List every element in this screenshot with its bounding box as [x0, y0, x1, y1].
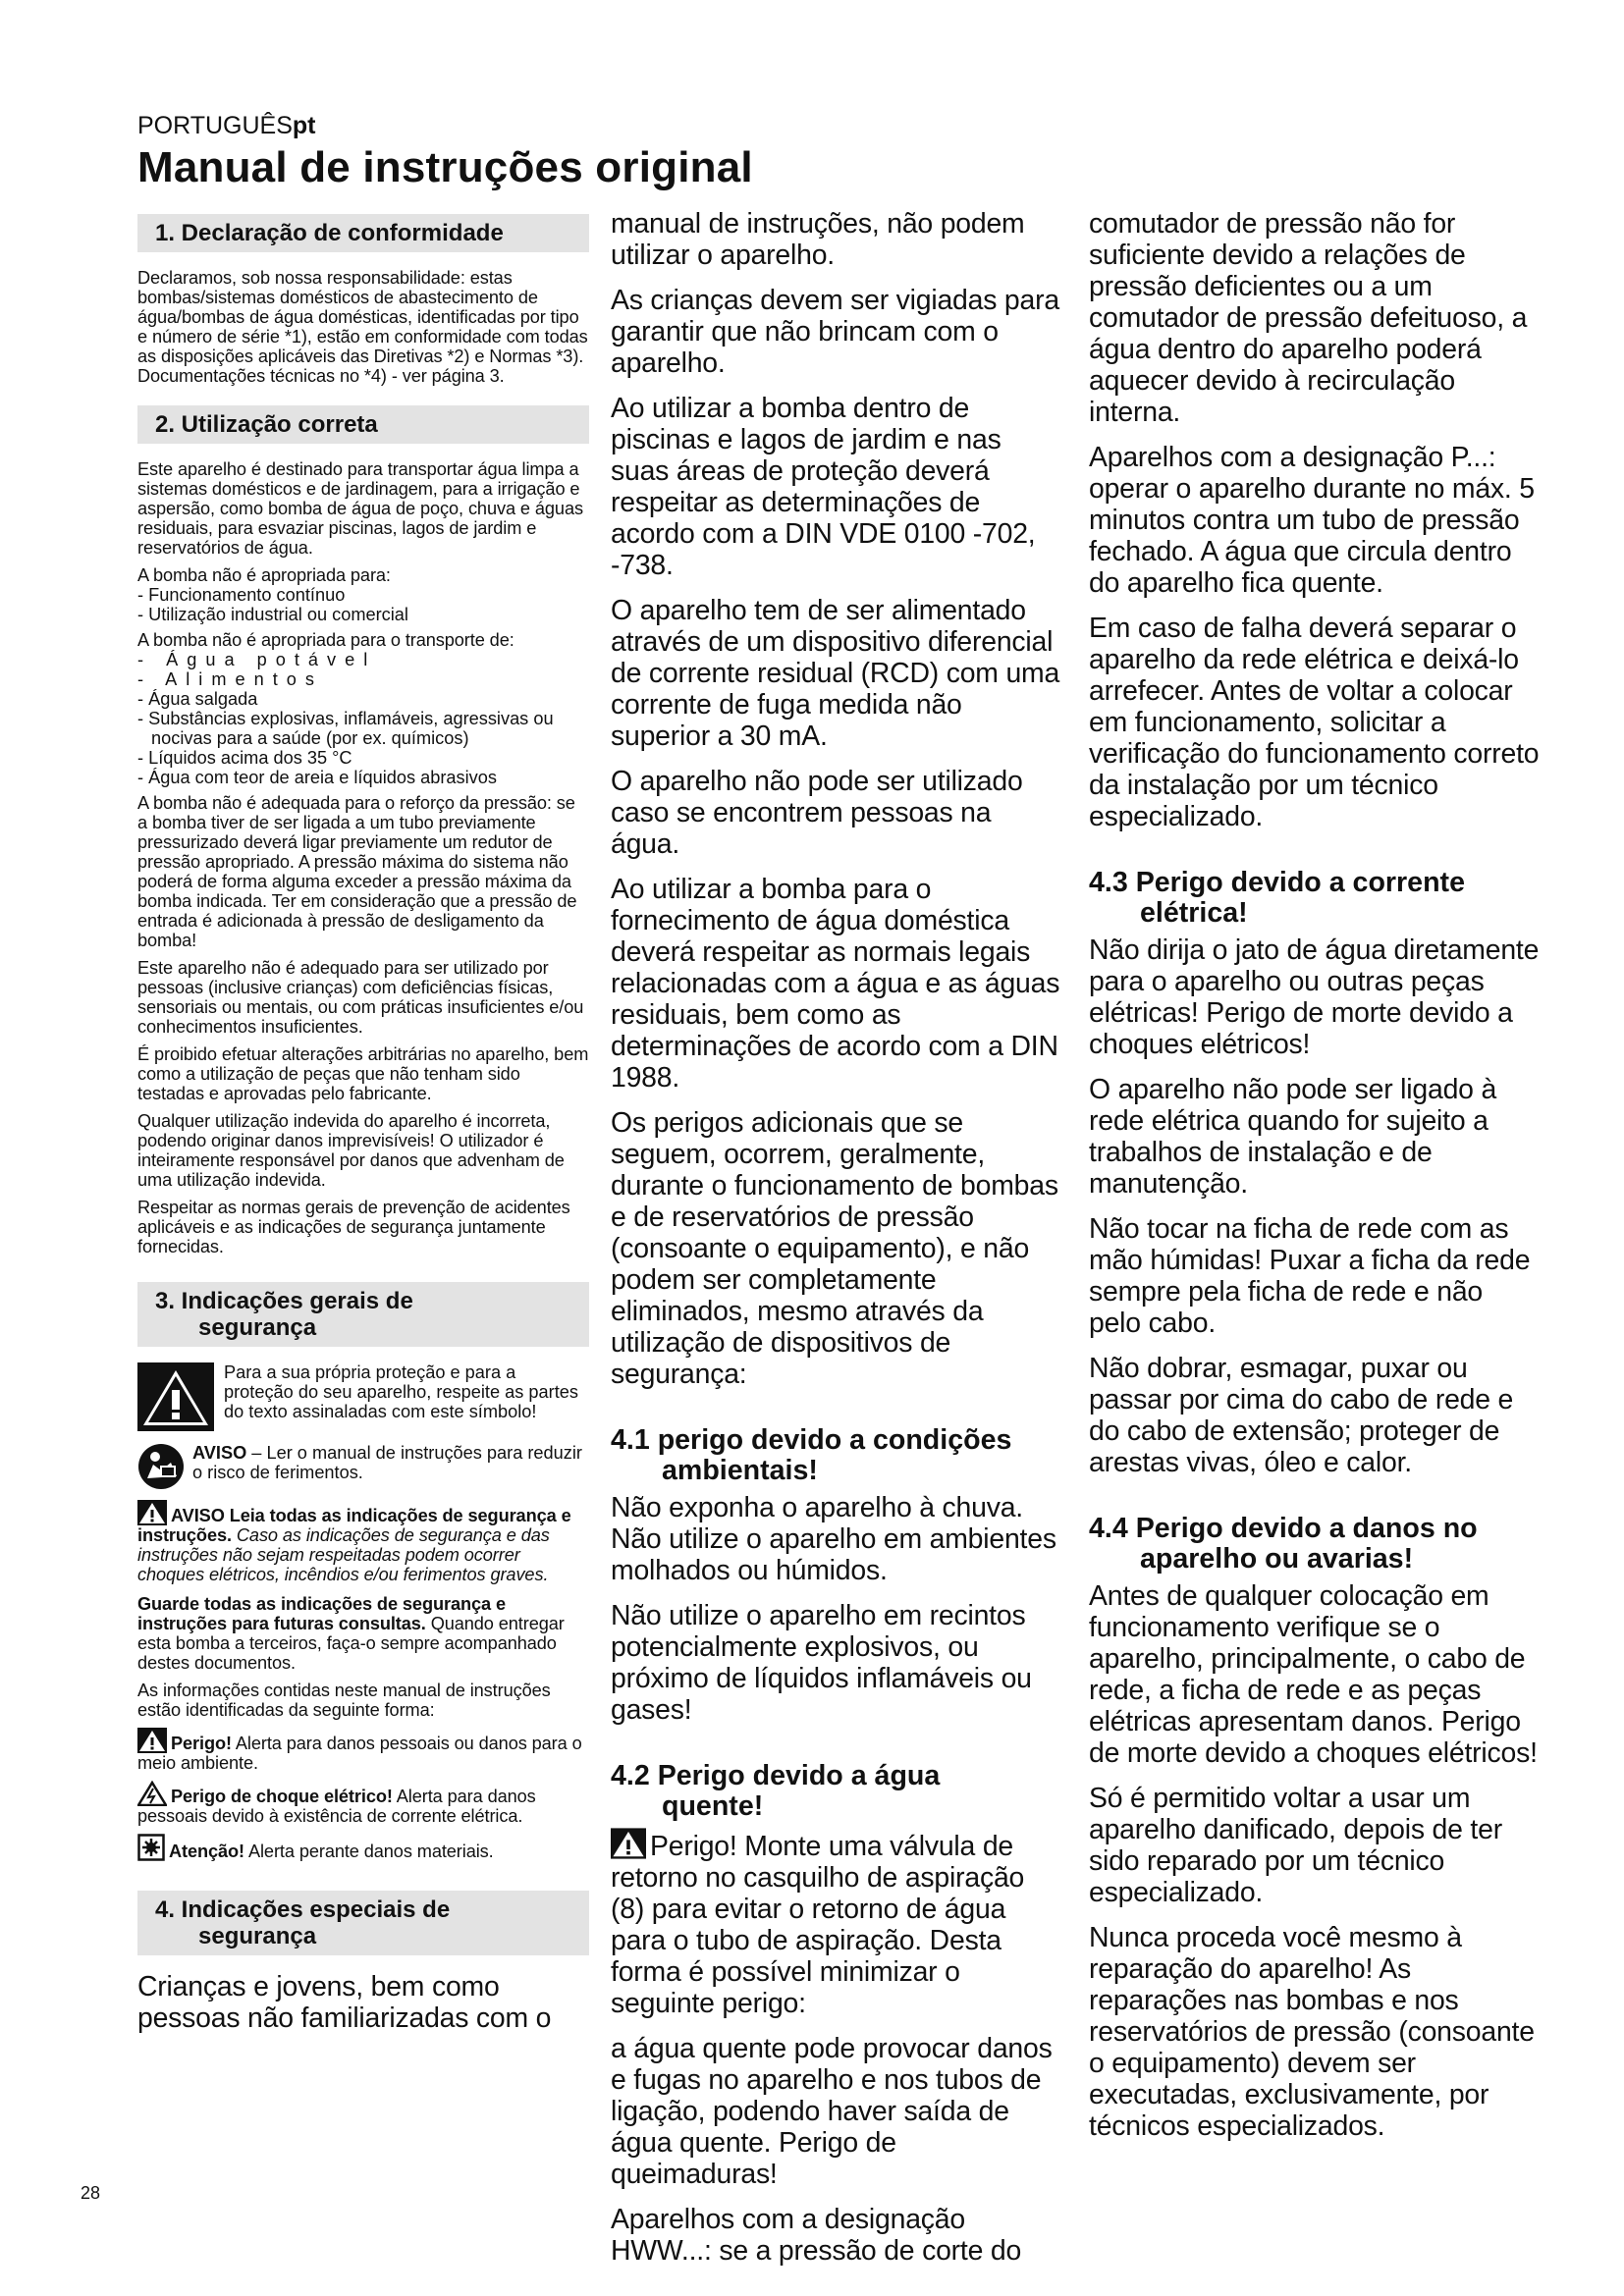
aviso-warning-bold: AVISO Leia todas as indicações de segurança e instruções. — [137, 1506, 571, 1545]
list-item: - Utilização industrial ou comercial — [137, 605, 408, 624]
paragraph: Aparelhos com a designação HWW...: se a pressão de corte do — [611, 2204, 1022, 2267]
material-damage-icon — [137, 1834, 165, 1861]
paragraph: O aparelho não pode ser ligado à rede elétrica quando for sujeito a trabalhos de instalação e de manutenção. — [1089, 1074, 1497, 1200]
read-manual-block — [137, 1443, 589, 1490]
misuse-text: Qualquer utilização indevida do aparelho é incorreta, podendo originar danos imprevisíveis! O utilizador é inteiramente responsável por danos que advenham de uma utilização indevida. — [137, 1111, 565, 1190]
paragraph: Os perigos adicionais que se seguem, ocorrem, geralmente, durante o funcionamento de bombas e de reservatórios de pressão (consoante o equipamento), e não podem ser completamente eliminados, mesmo através da utilização de dispositivos de segurança: — [611, 1107, 1058, 1390]
page-title: Manual de instruções original — [137, 143, 753, 191]
aviso-label: AVISO — [192, 1443, 247, 1463]
section-4-1-heading — [611, 1425, 1062, 1486]
paragraph: Não dirija o jato de água diretamente para o aparelho ou outras peças elétricas! Perigo de morte devido a choques elétricos! — [1089, 934, 1540, 1060]
intended-use-text: Este aparelho é destinado para transportar água limpa a sistemas domésticos e de jardinagem, para a irrigação e aspersão, como bomba de água de poço, chuva e águas residuais, para esvaziar piscinas, lagos de jardim e reservatórios de água. — [137, 459, 583, 558]
list-item: - Líquidos acima dos 35 °C — [137, 748, 352, 768]
paragraph: comutador de pressão não for suficiente devido a relações de pressão deficientes ou a um comutador de pressão defeituoso, a água dentro do aparelho poderá aquecer devido à recirculação interna. — [1089, 208, 1528, 428]
paragraph: Não dobrar, esmagar, puxar ou passar por cima do cabo de rede e do cabo de extensão; proteger de arestas vivas, óleo e calor. — [1089, 1353, 1514, 1478]
safety-symbol-block — [137, 1362, 589, 1431]
info-marking-text: As informações contidas neste manual de instruções estão identificadas da seguinte forma: — [137, 1681, 551, 1720]
modifications-text: É proibido efetuar alterações arbitrárias no aparelho, bem como a utilização de peças que não tenham sido testadas e aprovadas pelo fabricante. — [137, 1044, 589, 1103]
list-item: - Alimentos — [137, 669, 323, 689]
not-for-transport-label: A bomba não é apropriada para o transporte de: — [137, 630, 514, 650]
section-4-2-line1: 4.2 Perigo devido a água — [611, 1760, 941, 1791]
paragraph: As crianças devem ser vigiadas para garantir que não brincam com o aparelho. — [611, 285, 1059, 379]
section-4-1-line1: 4.1 perigo devido a condições — [611, 1424, 1012, 1456]
paragraph: Só é permitido voltar a usar um aparelho danificado, depois de ter sido reparado por um técnico especializado. — [1089, 1783, 1502, 1908]
section-4-2-heading — [611, 1761, 1062, 1822]
keep-instructions-text: Quando entregar esta bomba a terceiros, faça-o sempre acompanhado destes documentos. — [137, 1614, 565, 1673]
perigo-text: Alerta para danos pessoais ou danos para o meio ambiente. — [137, 1734, 582, 1773]
electric-shock-bold: Perigo de choque elétrico! — [171, 1787, 393, 1806]
not-for-transport-list — [137, 650, 589, 787]
list-item: - Substâncias explosivas, inflamáveis, agressivas ou nocivas para a saúde (por ex. químicos) — [137, 709, 554, 748]
attention-legend — [137, 1834, 589, 1861]
paragraph: Antes de qualquer colocação em funcionamento verifique se o aparelho, principalmente, o cabo de rede, a ficha de rede e as peças elétricas apresentam danos. Perigo de morte devido a choques elétricos! — [1089, 1580, 1538, 1769]
section-1-heading: 1. Declaração de conformidade — [137, 214, 589, 252]
electric-shock-legend — [137, 1781, 589, 1826]
read-manual-text — [192, 1443, 589, 1482]
section-4-4-heading — [1089, 1514, 1541, 1575]
aviso-warning-italic: Caso as indicações de segurança e das instruções não sejam respeitadas podem ocorrer choques elétricos, incêndios e/ou ferimentos graves. — [137, 1525, 550, 1584]
column-1 — [137, 214, 589, 2048]
electric-shock-icon — [137, 1781, 167, 1806]
section-4-2-line2: quente! — [662, 1790, 764, 1822]
section-4-3-line1: 4.3 Perigo devido a corrente — [1089, 867, 1465, 898]
electric-shock-text: Alerta para danos pessoais devido à existência de corrente elétrica. — [137, 1787, 536, 1826]
list-item: - Água com teor de areia e líquidos abrasivos — [137, 768, 497, 787]
perigo-bold: Perigo! — [171, 1734, 232, 1753]
persons-text: Este aparelho não é adequado para ser utilizado por pessoas (inclusive crianças) com deficiências físicas, sensoriais ou mentais, ou com práticas insuficientes e/ou conhecimentos insuficientes. — [137, 958, 584, 1037]
pressure-boost-text: A bomba não é adequada para o reforço da pressão: se a bomba tiver de ser ligada a um tubo previamente pressurizado deverá ligar previamente um redutor de pressão apropriado. A pressão máxima do sistema não poderá de forma alguma exceder a pressão máxima da bomba indicada. Ter em consideração que a pressão de entrada é adicionada à pressão de desligamento da bomba! — [137, 793, 577, 950]
danger-triangle-icon — [611, 1828, 646, 1859]
section-4-heading-line1: 4. Indicações especiais de — [155, 1896, 451, 1923]
list-item: - Água salgada — [137, 689, 258, 709]
warning-triangle-icon — [137, 1362, 214, 1431]
section-4-4-line2: aparelho ou avarias! — [1140, 1543, 1414, 1575]
page-number: 28 — [81, 2183, 101, 2203]
paragraph: Ao utilizar a bomba para o fornecimento de água doméstica deverá respeitar as normais legais relacionadas com a água e as águas residuais, bem como as determinações de acordo com a DIN 1988. — [611, 874, 1060, 1094]
column-3 — [1089, 208, 1541, 2156]
paragraph: Em caso de falha deverá separar o aparelho da rede elétrica e deixá-lo arrefecer. Antes de voltar a colocar em funcionamento, solicitar a verificação do funcionamento correto da instalação por um técnico especializado. — [1089, 613, 1540, 832]
paragraph: a água quente pode provocar danos e fugas no aparelho e nos tubos de ligação, podendo haver saída de água quente. Perigo de queimaduras! — [611, 2033, 1053, 2190]
section-2-heading: 2. Utilização correta — [137, 405, 589, 444]
conformity-text: Declaramos, sob nossa responsabilidade: estas bombas/sistemas domésticos de abastecimento de água/bombas de água domésticas, identificadas por tipo e número de série *1), estão em conformidade com todas as disposições aplicáveis das Diretivas *2) e Normas *3). Documentações técnicas no *4) - ver página 3. — [137, 268, 588, 386]
paragraph: Nunca proceda você mesmo à reparação do aparelho! As reparações nas bombas e nos reservatórios de pressão (consoante o equipamento) devem ser executadas, exclusivamente, por técnicos especializados. — [1089, 1922, 1535, 2142]
paragraph: Não exponha o aparelho à chuva. Não utilize o aparelho em ambientes molhados ou húmidos. — [611, 1492, 1056, 1586]
hot-water-danger-paragraph — [611, 1828, 1062, 2019]
section-4-1-line2: ambientais! — [662, 1455, 818, 1486]
perigo-legend — [137, 1728, 589, 1773]
read-manual-icon — [137, 1443, 185, 1490]
paragraph: Aparelhos com a designação P...: operar o aparelho durante no máx. 5 minutos contra um tubo de pressão fechado. A água que circula dentro do aparelho fica quente. — [1089, 442, 1535, 599]
aviso-text: – Ler o manual de instruções para reduzir o risco de ferimentos. — [192, 1443, 582, 1482]
aviso-warning-paragraph — [137, 1500, 589, 1584]
not-suitable-list — [137, 585, 589, 624]
section-4-heading-line2: segurança — [198, 1923, 317, 1949]
list-item: - Água potável — [137, 650, 377, 669]
language-label: PORTUGUÊS — [137, 112, 293, 139]
safety-symbol-text: Para a sua própria proteção e para a proteção do seu aparelho, respeite as partes do texto assinaladas com este símbolo! — [224, 1362, 578, 1421]
paragraph: manual de instruções, não podem utilizar o aparelho. — [611, 208, 1025, 271]
keep-instructions-bold: Guarde todas as indicações de segurança e instruções para futuras consultas. — [137, 1594, 506, 1633]
not-suitable-for-label: A bomba não é apropriada para: — [137, 565, 391, 585]
section-3-heading — [137, 1282, 589, 1347]
paragraph: O aparelho não pode ser utilizado caso se encontrem pessoas na água. — [611, 766, 1023, 860]
language-header — [137, 112, 316, 140]
danger-triangle-icon — [137, 1728, 167, 1753]
section-4-3-line2: elétrica! — [1140, 897, 1248, 929]
paragraph: Não tocar na ficha de rede com as mão húmidas! Puxar a ficha da rede sempre pela ficha de rede e não pelo cabo. — [1089, 1213, 1531, 1339]
paragraph: O aparelho tem de ser alimentado através de um dispositivo diferencial de corrente residual (RCD) com uma corrente de fuga medida não superior a 30 mA. — [611, 595, 1060, 752]
section-4-3-heading — [1089, 868, 1541, 929]
list-item: - Funcionamento contínuo — [137, 585, 346, 605]
paragraph: Não utilize o aparelho em recintos potencialmente explosivos, ou próximo de líquidos inflamáveis ou gases! — [611, 1600, 1032, 1726]
language-code: pt — [292, 112, 316, 139]
section-4-heading — [137, 1891, 589, 1955]
children-text: Crianças e jovens, bem como pessoas não familiarizadas com o — [137, 1971, 552, 2034]
attention-text: Alerta perante danos materiais. — [244, 1842, 494, 1861]
column-2 — [611, 208, 1062, 2280]
section-3-heading-line1: 3. Indicações gerais de — [155, 1288, 413, 1314]
section-4-4-line1: 4.4 Perigo devido a danos no — [1089, 1513, 1478, 1544]
section-3-heading-line2: segurança — [198, 1314, 317, 1341]
paragraph: Ao utilizar a bomba dentro de piscinas e lagos de jardim e nas suas áreas de proteção deverá respeitar as determinações de acordo com a DIN VDE 0100 -702, -738. — [611, 393, 1036, 581]
warning-triangle-icon — [137, 1500, 167, 1525]
accident-prevention-text: Respeitar as normas gerais de prevenção de acidentes aplicáveis e as indicações de segurança juntamente fornecidas. — [137, 1198, 570, 1256]
hot-water-danger-text: Perigo! Monte uma válvula de retorno no casquilho de aspiração (8) para evitar o retorno de água para o tubo de aspiração. Desta forma é possível minimizar o seguinte perigo: — [611, 1831, 1025, 2019]
keep-instructions-paragraph — [137, 1594, 589, 1673]
attention-bold: Atenção! — [169, 1842, 245, 1861]
